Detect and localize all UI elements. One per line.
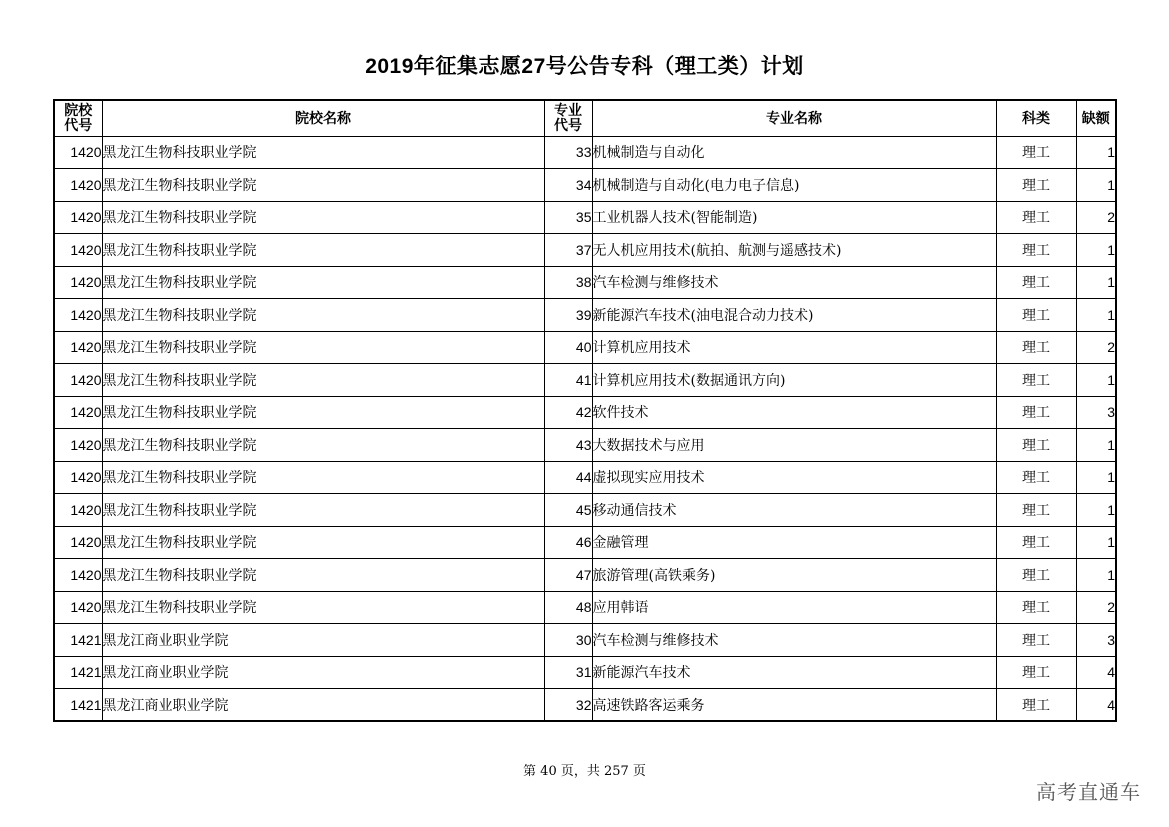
school-name-cell: 黑龙江商业职业学院 — [102, 656, 544, 689]
vacancy-cell: 1 — [1076, 169, 1116, 202]
school-code-cell: 1420 — [54, 526, 102, 559]
vacancy-cell: 1 — [1076, 266, 1116, 299]
major-code-cell: 31 — [544, 656, 592, 689]
page-footer: 第 40 页，共 257 页 — [523, 764, 646, 779]
category-cell: 理工 — [996, 461, 1076, 494]
major-name-cell: 汽车检测与维修技术 — [592, 624, 996, 657]
major-code-cell: 47 — [544, 559, 592, 592]
major-code-cell: 43 — [544, 429, 592, 462]
table-row — [54, 461, 1116, 494]
vacancy-cell: 2 — [1076, 201, 1116, 234]
major-name-cell: 计算机应用技术 — [592, 331, 996, 364]
vacancy-cell: 4 — [1076, 656, 1116, 689]
vacancy-cell: 1 — [1076, 559, 1116, 592]
major-name-cell: 应用韩语 — [592, 591, 996, 624]
school-code-cell: 1420 — [54, 234, 102, 267]
major-code-cell: 46 — [544, 526, 592, 559]
vacancy-cell: 3 — [1076, 624, 1116, 657]
major-code-cell: 44 — [544, 461, 592, 494]
category-cell: 理工 — [996, 656, 1076, 689]
school-name-cell: 黑龙江商业职业学院 — [102, 689, 544, 722]
category-cell: 理工 — [996, 494, 1076, 527]
major-code-cell: 32 — [544, 689, 592, 722]
table-row — [54, 429, 1116, 462]
school-code-cell: 1420 — [54, 169, 102, 202]
major-name-cell: 机械制造与自动化 — [592, 136, 996, 169]
school-code-cell: 1420 — [54, 201, 102, 234]
major-code-cell: 34 — [544, 169, 592, 202]
major-code-cell: 39 — [544, 299, 592, 332]
table-row — [54, 494, 1116, 527]
major-name-cell: 新能源汽车技术(油电混合动力技术) — [592, 299, 996, 332]
vacancy-cell: 3 — [1076, 396, 1116, 429]
school-name-cell: 黑龙江生物科技职业学院 — [102, 429, 544, 462]
category-cell: 理工 — [996, 396, 1076, 429]
vacancy-cell: 1 — [1076, 299, 1116, 332]
category-cell: 理工 — [996, 201, 1076, 234]
major-name-cell: 软件技术 — [592, 396, 996, 429]
major-name-cell: 汽车检测与维修技术 — [592, 266, 996, 299]
major-code-cell: 30 — [544, 624, 592, 657]
major-code-cell: 40 — [544, 331, 592, 364]
table-row — [54, 299, 1116, 332]
vacancy-cell: 1 — [1076, 364, 1116, 397]
category-cell: 理工 — [996, 136, 1076, 169]
category-cell: 理工 — [996, 364, 1076, 397]
header-school-name: 院校名称 — [102, 100, 544, 136]
school-name-cell: 黑龙江生物科技职业学院 — [102, 136, 544, 169]
header-vacancy: 缺额 — [1076, 100, 1116, 136]
school-name-cell: 黑龙江生物科技职业学院 — [102, 299, 544, 332]
category-cell: 理工 — [996, 299, 1076, 332]
category-cell: 理工 — [996, 624, 1076, 657]
school-code-cell: 1421 — [54, 656, 102, 689]
school-name-cell: 黑龙江生物科技职业学院 — [102, 169, 544, 202]
major-code-cell: 37 — [544, 234, 592, 267]
table-row — [54, 364, 1116, 397]
major-name-cell: 旅游管理(高铁乘务) — [592, 559, 996, 592]
major-name-cell: 高速铁路客运乘务 — [592, 689, 996, 722]
watermark: 高考直通车 — [1036, 782, 1141, 804]
school-name-cell: 黑龙江生物科技职业学院 — [102, 234, 544, 267]
header-major-name: 专业名称 — [592, 100, 996, 136]
table-row — [54, 234, 1116, 267]
category-cell: 理工 — [996, 429, 1076, 462]
school-name-cell: 黑龙江生物科技职业学院 — [102, 559, 544, 592]
header-category: 科类 — [996, 100, 1076, 136]
table-row — [54, 136, 1116, 169]
vacancy-cell: 1 — [1076, 136, 1116, 169]
table-row — [54, 624, 1116, 657]
school-code-cell: 1421 — [54, 624, 102, 657]
school-code-cell: 1421 — [54, 689, 102, 722]
school-code-cell: 1420 — [54, 266, 102, 299]
table-row — [54, 591, 1116, 624]
vacancy-cell: 1 — [1076, 234, 1116, 267]
school-code-cell: 1420 — [54, 331, 102, 364]
header-school-code: 院校代号 — [54, 100, 102, 136]
major-name-cell: 机械制造与自动化(电力电子信息) — [592, 169, 996, 202]
major-code-cell: 42 — [544, 396, 592, 429]
plan-table — [53, 99, 1117, 722]
vacancy-cell: 2 — [1076, 591, 1116, 624]
school-name-cell: 黑龙江生物科技职业学院 — [102, 494, 544, 527]
vacancy-cell: 4 — [1076, 689, 1116, 722]
table-row — [54, 656, 1116, 689]
table-header-row — [54, 100, 1116, 136]
school-code-cell: 1420 — [54, 429, 102, 462]
table-row — [54, 201, 1116, 234]
school-name-cell: 黑龙江生物科技职业学院 — [102, 331, 544, 364]
school-code-cell: 1420 — [54, 136, 102, 169]
table-row — [54, 169, 1116, 202]
school-name-cell: 黑龙江生物科技职业学院 — [102, 201, 544, 234]
major-code-cell: 45 — [544, 494, 592, 527]
table-row — [54, 331, 1116, 364]
major-name-cell: 无人机应用技术(航拍、航测与遥感技术) — [592, 234, 996, 267]
major-name-cell: 计算机应用技术(数据通讯方向) — [592, 364, 996, 397]
category-cell: 理工 — [996, 689, 1076, 722]
major-name-cell: 虚拟现实应用技术 — [592, 461, 996, 494]
category-cell: 理工 — [996, 526, 1076, 559]
major-name-cell: 工业机器人技术(智能制造) — [592, 201, 996, 234]
table-row — [54, 559, 1116, 592]
major-code-cell: 41 — [544, 364, 592, 397]
major-name-cell: 移动通信技术 — [592, 494, 996, 527]
major-code-cell: 38 — [544, 266, 592, 299]
table-row — [54, 396, 1116, 429]
header-major-code: 专业代号 — [544, 100, 592, 136]
category-cell: 理工 — [996, 559, 1076, 592]
school-name-cell: 黑龙江商业职业学院 — [102, 624, 544, 657]
table-row — [54, 266, 1116, 299]
category-cell: 理工 — [996, 169, 1076, 202]
school-name-cell: 黑龙江生物科技职业学院 — [102, 591, 544, 624]
category-cell: 理工 — [996, 234, 1076, 267]
school-name-cell: 黑龙江生物科技职业学院 — [102, 266, 544, 299]
page-title: 2019年征集志愿27号公告专科（理工类）计划 — [365, 55, 804, 78]
school-code-cell: 1420 — [54, 396, 102, 429]
vacancy-cell: 1 — [1076, 526, 1116, 559]
major-name-cell: 新能源汽车技术 — [592, 656, 996, 689]
major-code-cell: 33 — [544, 136, 592, 169]
school-name-cell: 黑龙江生物科技职业学院 — [102, 461, 544, 494]
vacancy-cell: 1 — [1076, 429, 1116, 462]
category-cell: 理工 — [996, 331, 1076, 364]
table-row — [54, 689, 1116, 722]
table-row — [54, 526, 1116, 559]
major-code-cell: 48 — [544, 591, 592, 624]
vacancy-cell: 1 — [1076, 494, 1116, 527]
school-code-cell: 1420 — [54, 461, 102, 494]
major-name-cell: 大数据技术与应用 — [592, 429, 996, 462]
school-name-cell: 黑龙江生物科技职业学院 — [102, 364, 544, 397]
school-name-cell: 黑龙江生物科技职业学院 — [102, 396, 544, 429]
school-code-cell: 1420 — [54, 591, 102, 624]
category-cell: 理工 — [996, 591, 1076, 624]
school-code-cell: 1420 — [54, 559, 102, 592]
school-code-cell: 1420 — [54, 299, 102, 332]
major-code-cell: 35 — [544, 201, 592, 234]
category-cell: 理工 — [996, 266, 1076, 299]
major-name-cell: 金融管理 — [592, 526, 996, 559]
school-code-cell: 1420 — [54, 494, 102, 527]
vacancy-cell: 2 — [1076, 331, 1116, 364]
vacancy-cell: 1 — [1076, 461, 1116, 494]
school-name-cell: 黑龙江生物科技职业学院 — [102, 526, 544, 559]
table-body — [54, 136, 1116, 721]
school-code-cell: 1420 — [54, 364, 102, 397]
